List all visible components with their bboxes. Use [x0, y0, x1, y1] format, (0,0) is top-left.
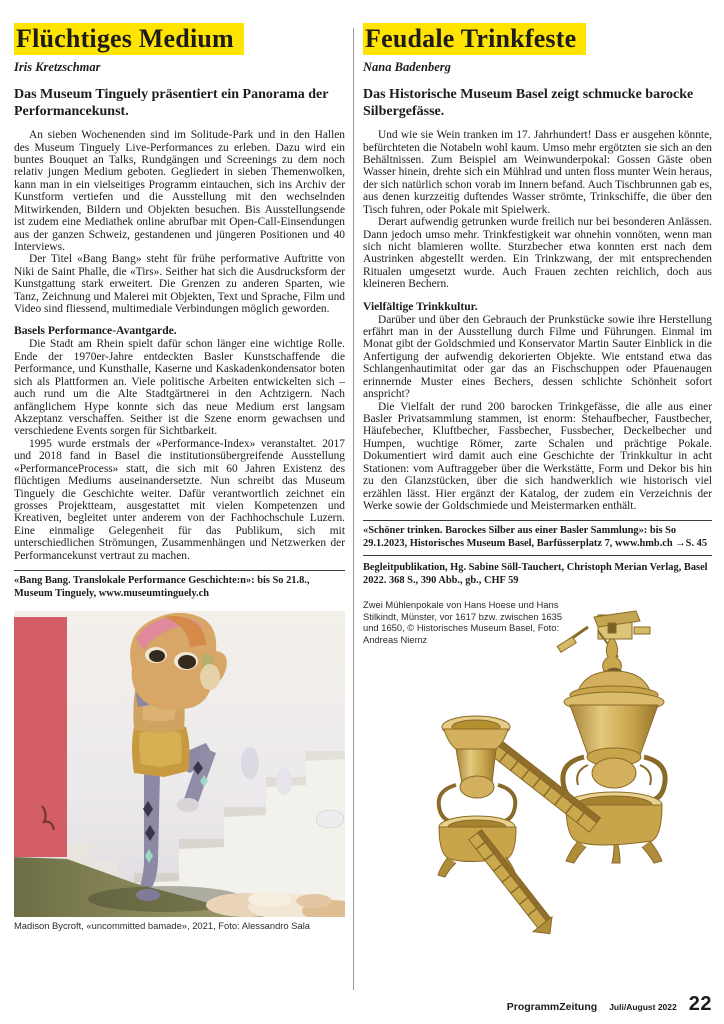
left-article-author: Iris Kretzschmar — [14, 60, 101, 75]
body-paragraph: Die Vielfalt der rund 200 barocken Trinkgefässe, die alle aus einer Basler Privatsammlung stammen, ist enorm: Stehaufbecher, Faustbecher, Häufebecher, Kluftbecher, Fassbecher, Fussbecher, Deckelbecher und Humpen, wuchtige Römer, zarte Schalen und prächtige Pokale. Dokumentiert wird damit auch eine Geschichte der Trinkkultur in acht Stationen: vom Auftraggeber über die Werkstätte, Form und Dekor bis hin zu den Glanzstücken, über die sich handwerklich wie historisch viel erzählen lässt. Hier ergänzt der Katalog, der zudem ein Verzeichnis der Werke sowie der Goldschmiede und Meistermarken enthält. — [363, 400, 712, 512]
left-article-lead: Das Museum Tinguely präsentiert ein Panorama der Performancekunst. — [14, 87, 329, 119]
performance-photo-figure — [14, 611, 345, 931]
body-paragraph: Der Titel «Bang Bang» steht für frühe performative Auftritte von Niki de Saint Phalle, die «Tirs». Seither hat sich die Ausdrucksform der Kunstgattung stark erweitert. Die Grenzen zu anderen Sparten, wie Tanz, Zeichnung und Malerei mit Objekten, Text und Sprache, Film und Video sind fliessend, multimediale Verbindungen möglich geworden. — [14, 253, 345, 316]
right-publication-info: Begleitpublikation, Hg. Sabine Söll-Tauchert, Christoph Merian Verlag, Basel 2022. 368 S., 390 Abb., gb., CHF 59 — [363, 562, 708, 586]
body-paragraph: Darüber und über den Gebrauch der Prunkstücke sowie ihre Herstellung erfährt man in der Ausstellung durch Filme und Führungen. Einmal im Monat gibt der Goldschmied und Konservator Martin Sauter Einblick in die Anfertigung der aufwendig dekorierten Objekte. Wie entstand etwa das Schlangenhautimitat oder gar das an Fischschuppen oder Pfauenaugen erinnernde Muster eines Bechers, dessen schlichte Schönheit sofort anspricht? — [363, 313, 712, 401]
right-title-highlight: Feudale Trinkfeste — [363, 23, 586, 55]
page-number: 22 — [688, 993, 712, 1015]
right-section-subhead: Vielfältige Trinkkultur. — [363, 299, 478, 313]
performance-photo-caption: Madison Bycroft, «uncommitted bamade», 2021, Foto: Alessandro Sala — [14, 920, 310, 932]
body-paragraph: An sieben Wochenenden sind im Solitude-Park und in den Hallen des Museum Tinguely Live-Performances zu erleben. Dazu wird ein buntes Bouquet an Talks, Rundgängen und Screenings zu dem noch relativ jungen Medium geboten. Gegliedert in sieben Themenwolken, kann man in ein vielseitiges Programm eintauchen, sich ins Archiv der Kunstform vertiefen und die Ausstellung mit den wechselnden Mitwirkenden, Bildern und Objekten besuchen. Bis Ausstellungsende ist zudem eine Mediathek online abrufbar mit Open-Call-Einsendungen aus der ganzen Schweiz, gestandenen und jüngeren Positionen und 40 Interviews. — [14, 129, 345, 253]
issue-date: Juli/August 2022 — [609, 1002, 677, 1012]
left-article-column — [14, 24, 345, 1024]
left-exhibition-info: «Bang Bang. Translokale Performance Geschichte:n»: bis So 21.8., Museum Tinguely, www.museumtinguely.ch — [14, 570, 345, 602]
goblets-caption: Zwei Mühlenpokale von Hans Hoese und Hans Stilkindt, Münster, vor 1617 bzw. zwischen 1635 und 1650, © Historisches Museum Basel, Foto: Andreas Niemz — [363, 599, 563, 645]
right-exhibition-info: «Schöner trinken. Barockes Silber aus einer Basler Sammlung»: bis So 29.1.2023, Historisches Museum Basel, Barfüsserplatz 7, www.hmb.ch →S. 45 — [363, 520, 712, 556]
right-article-lead: Das Historische Museum Basel zeigt schmucke barocke Silbergefässe. — [363, 87, 694, 119]
goblets-photo — [412, 605, 714, 963]
right-article-column — [363, 24, 712, 1024]
goblets-figure — [363, 599, 712, 971]
right-article-author: Nana Badenberg — [363, 60, 451, 75]
page-footer — [507, 993, 712, 1016]
body-paragraph: Derart aufwendig getrunken wurde freilich nur bei besonderen Anlässen. Dann jedoch umso mehr. Trinkfestigkeit war ohnehin vonnöten, wenn man sich nicht blamieren wollte. Sturzbecher etwa konnten erst nach dem Austrinken abgestellt werden. Ein Trinkzwang, der mit entsprechenden Ritualen umgesetzt wurde. Auch Frauen zechten reichlich, doch aus kleineren Bechern. — [363, 216, 712, 291]
magazine-name: ProgrammZeitung — [506, 1001, 598, 1013]
left-section-subhead: Basels Performance-Avantgarde. — [14, 324, 177, 338]
body-paragraph: 1995 wurde erstmals der «Performance-Index» veranstaltet. 2017 und 2018 fand in Basel die institutionsübergreifende Ausstellung «PerformanceProcess» statt, die sich mit 60 Jahren Existenz des flüchtigen Mediums auseinandersetzte. Nun schreibt das Museum Tinguely die Geschichte weiter. Dafür verantwortlich zeichnet ein grosses Projektteam, ausgestattet mit vielen Kompetenzen und Kreativen, begleitet unter anderem von der Fachhochschule Luzern. Eine einmalige Gelegenheit für das Publikum, sich mit unterschiedlichen Strömungen, Zusammenhängen und Netzwerken der Performancekunst vertraut zu machen. — [14, 437, 345, 562]
performance-photo — [14, 611, 345, 917]
column-divider — [353, 28, 354, 990]
left-article-title — [14, 24, 345, 53]
body-paragraph: Und wie sie Wein tranken im 17. Jahrhundert! Dass er ausgehen könnte, befürchteten die Notabeln wohl kaum. Umso mehr ergötzten sie sich an den Behältnissen. Zum Beispiel am Weinwunderpokal: Gossen Gäste oben Wasser hinein, drehte sich ein Mühlrad und unten floss munter Wein heraus, der sich natürlich schon vorab im Innern befand. Auch Tischbrunnen gab es, aus denen kurzzeitig duftendes Wasser strömte, Trinkschiffe, die über den Tisch fuhren, oder Pokale mit Spielwerk. — [363, 129, 712, 216]
right-article-title — [363, 24, 712, 53]
body-paragraph: Die Stadt am Rhein spielt dafür schon länger eine wichtige Rolle. Ende der 1970er-Jahre entdeckten Basler Kunstschaffende die Performance, und Kunsthalle, Kaserne und Kaskadenkondensator boten sich als Plattformen an. Viele politische Arbeiten entwickelten sich – auch rund um die Alte Stadtgärtnerei in den Achtzigern. Nach anfänglichem Hype konnte sich das neue Medium erst langsam Akzeptanz verschaffen. Seither ist die Szene enorm gewachsen und verschiedene Events sorgen für Sichtbarkeit. — [14, 338, 345, 438]
left-title-highlight: Flüchtiges Medium — [14, 23, 244, 55]
